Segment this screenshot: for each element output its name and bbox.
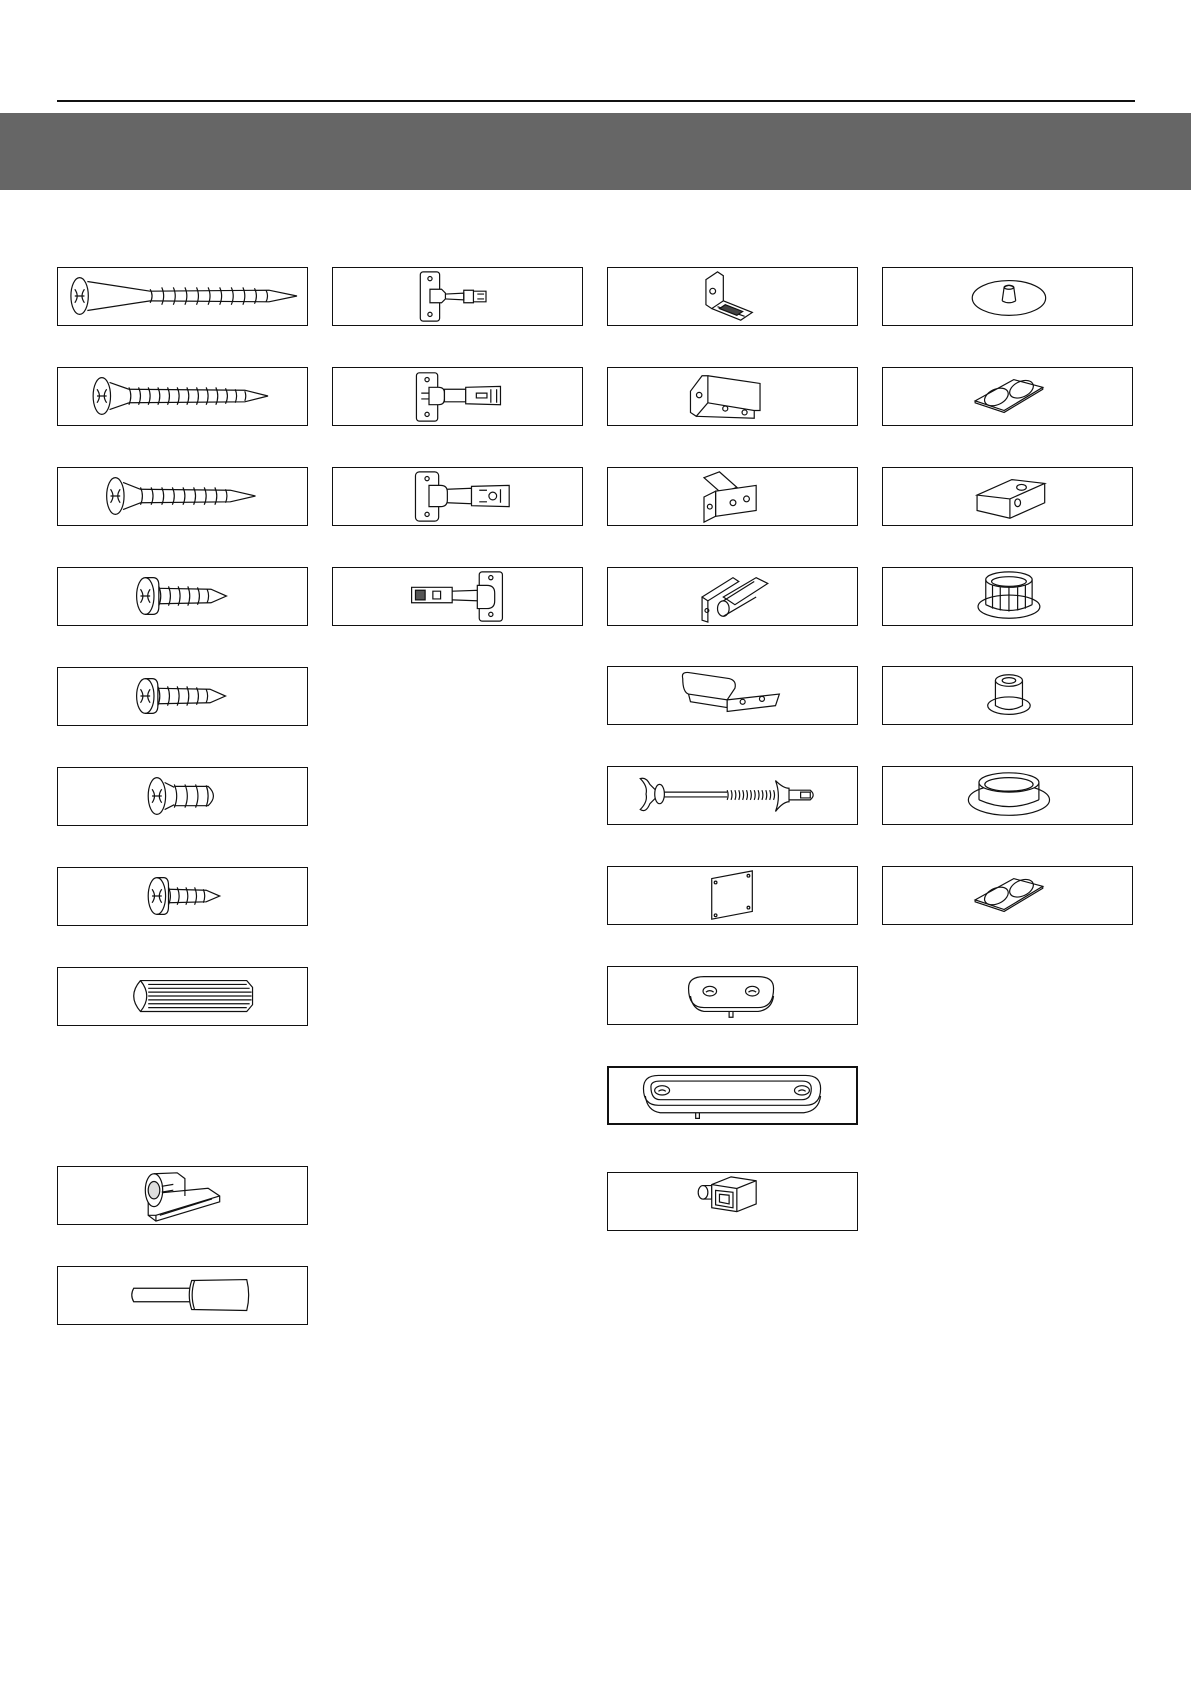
part-card: [882, 666, 1133, 725]
part-card: [57, 867, 308, 926]
header-rule: [57, 100, 1135, 102]
part-card: [57, 1266, 308, 1325]
part-card: [57, 967, 308, 1026]
part-card: [607, 1172, 858, 1231]
ring-grommet-icon: [883, 767, 1132, 824]
cabinet-hinge-icon: [333, 368, 582, 425]
wooden-dowel-icon: [58, 968, 307, 1025]
part-card: [882, 467, 1133, 526]
knob-cap-icon: [883, 667, 1132, 724]
hinge-plate-icon: [333, 268, 582, 325]
wing-bolt-icon: [608, 767, 857, 824]
part-card: [332, 467, 583, 526]
angle-bracket-small-icon: [608, 268, 857, 325]
pan-head-screw-icon: [58, 568, 307, 625]
part-card: [332, 267, 583, 326]
part-card: [607, 966, 858, 1025]
felt-pad-double-icon: [883, 368, 1132, 425]
part-card: [57, 467, 308, 526]
part-card: [607, 766, 858, 825]
part-card: [332, 367, 583, 426]
part-card: [607, 666, 858, 725]
square-connector-icon: [608, 1173, 857, 1230]
part-card: [882, 866, 1133, 925]
grommet-icon: [883, 568, 1132, 625]
part-card: [57, 267, 308, 326]
two-hole-connector-icon: [608, 967, 857, 1024]
part-card: [607, 467, 858, 526]
oval-connector-icon: [609, 1068, 856, 1123]
long-screw-icon: [58, 268, 307, 325]
part-card: [57, 567, 308, 626]
part-card: [607, 567, 858, 626]
part-card: [882, 367, 1133, 426]
l-bracket-icon: [608, 368, 857, 425]
part-card: [57, 767, 308, 826]
block-connector-icon: [883, 468, 1132, 525]
part-card: [332, 567, 583, 626]
part-card: [607, 367, 858, 426]
part-card: [607, 866, 858, 925]
pan-head-screw-tiny-icon: [58, 868, 307, 925]
part-card: [882, 267, 1133, 326]
flat-head-screw-short-icon: [58, 768, 307, 825]
part-card: [607, 1066, 858, 1125]
felt-pad-icon: [883, 867, 1132, 924]
medium-screw-icon: [58, 368, 307, 425]
part-card: [882, 766, 1133, 825]
cam-lock-housing-icon: [58, 1167, 307, 1224]
bumper-cap-icon: [883, 268, 1132, 325]
part-card: [607, 267, 858, 326]
hinge-clip-icon: [608, 468, 857, 525]
concealed-hinge-icon: [333, 468, 582, 525]
short-screw-icon: [58, 468, 307, 525]
header-banner: [0, 113, 1191, 190]
metal-plate-icon: [608, 867, 857, 924]
part-card: [57, 367, 308, 426]
part-card: [57, 1166, 308, 1225]
shelf-pin-icon: [58, 1267, 307, 1324]
bracket-clip-icon: [608, 568, 857, 625]
part-card: [882, 567, 1133, 626]
hinge-side-view-icon: [333, 568, 582, 625]
part-card: [57, 667, 308, 726]
shelf-support-icon: [608, 667, 857, 724]
pan-head-screw-small-icon: [58, 668, 307, 725]
